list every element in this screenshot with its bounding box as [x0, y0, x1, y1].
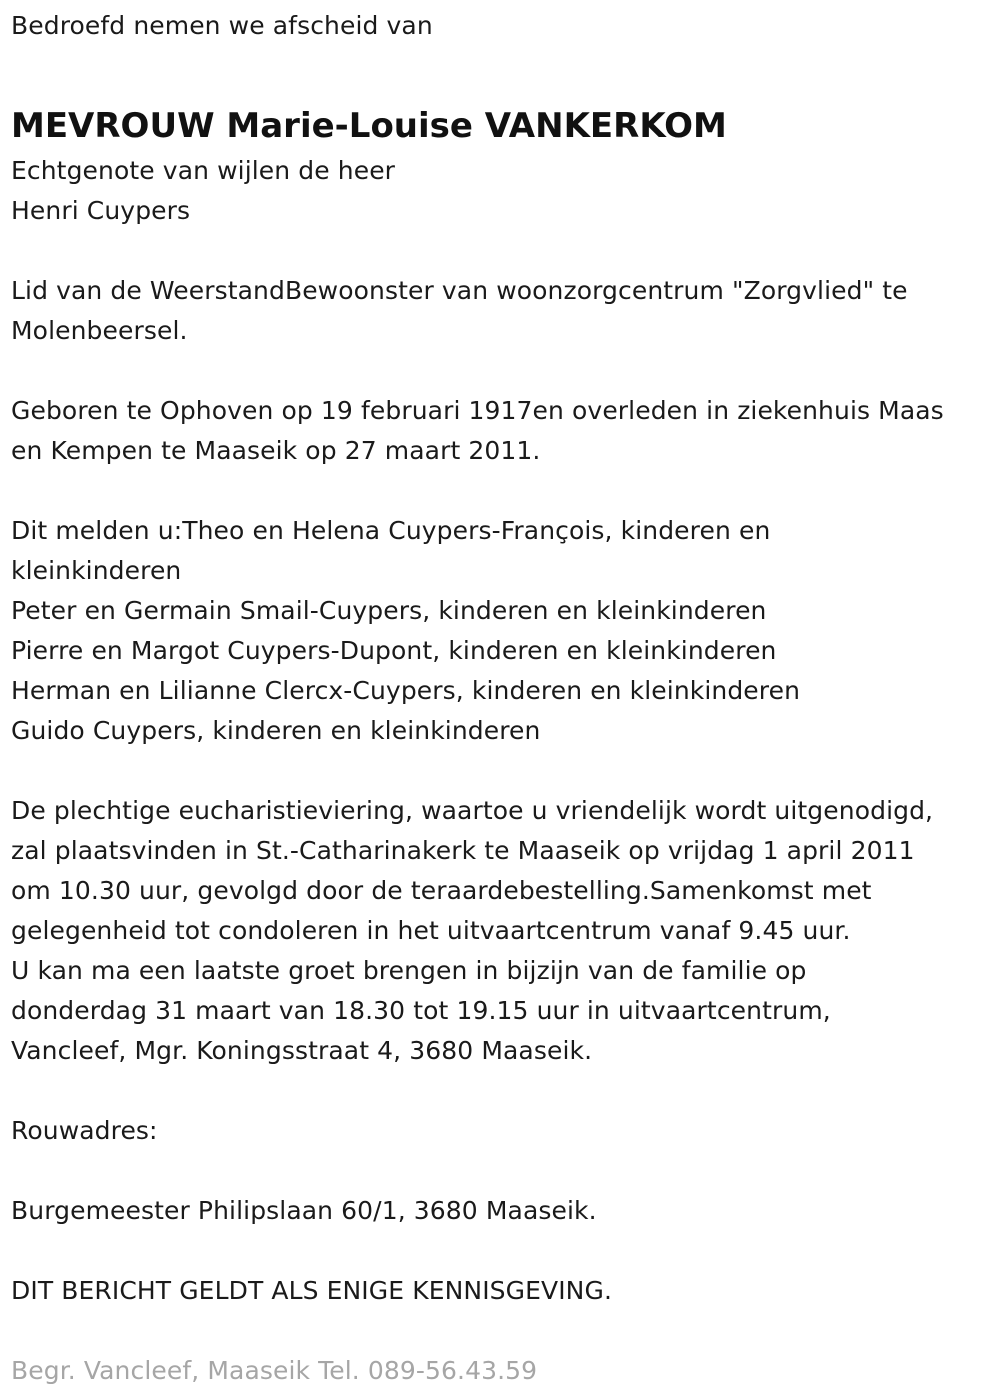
mourning-address-label: Rouwadres: — [11, 1116, 158, 1145]
funeral-home-footer: Begr. Vancleef, Maaseik Tel. 089-56.43.59 — [11, 1356, 538, 1385]
family-line: Dit melden u:Theo en Helena Cuypers-François, kinderen en — [11, 516, 771, 545]
spacer — [11, 1151, 991, 1191]
ceremony-line: Vancleef, Mgr. Koningsstraat 4, 3680 Maaseik. — [11, 1036, 593, 1065]
intro-text: Bedroefd nemen we afscheid van — [11, 11, 433, 40]
spacer — [11, 471, 991, 511]
membership-line: Lid van de WeerstandBewoonster van woonzorgcentrum "Zorgvlied" te — [11, 276, 908, 305]
ceremony-line: De plechtige eucharistieviering, waartoe u vriendelijk wordt uitgenodigd, — [11, 796, 934, 825]
ceremony-line: U kan ma een laatste groet brengen in bijzijn van de familie op — [11, 956, 807, 985]
family-block — [11, 511, 991, 751]
family-line: Herman en Lilianne Clercx-Cuypers, kinderen en kleinkinderen — [11, 676, 801, 705]
family-line: kleinkinderen — [11, 556, 182, 585]
family-line: Peter en Germain Smail-Cuypers, kinderen en kleinkinderen — [11, 596, 767, 625]
birth-death-line: en Kempen te Maaseik op 27 maart 2011. — [11, 436, 541, 465]
birth-death-line: Geboren te Ophoven op 19 februari 1917en overleden in ziekenhuis Maas — [11, 396, 944, 425]
notice-text: DIT BERICHT GELDT ALS ENIGE KENNISGEVING. — [11, 1276, 612, 1305]
spacer — [11, 1231, 991, 1271]
obituary-notice — [11, 6, 991, 1391]
deceased-name: MEVROUW Marie-Louise VANKERKOM — [11, 106, 727, 146]
mourning-address: Burgemeester Philipslaan 60/1, 3680 Maaseik. — [11, 1196, 597, 1225]
ceremony-line: zal plaatsvinden in St.-Catharinakerk te Maaseik op vrijdag 1 april 2011 — [11, 836, 915, 865]
ceremony-line: donderdag 31 maart van 18.30 tot 19.15 uur in uitvaartcentrum, — [11, 996, 831, 1025]
spacer — [11, 1071, 991, 1111]
spacer — [11, 231, 991, 271]
spouse-name: Henri Cuypers — [11, 196, 191, 225]
spacer — [11, 351, 991, 391]
membership-line: Molenbeersel. — [11, 316, 188, 345]
family-line: Pierre en Margot Cuypers-Dupont, kinderen en kleinkinderen — [11, 636, 777, 665]
spouse-block — [11, 151, 991, 231]
spouse-line: Echtgenote van wijlen de heer — [11, 156, 396, 185]
spacer — [11, 1311, 991, 1351]
family-line: Guido Cuypers, kinderen en kleinkinderen — [11, 716, 541, 745]
membership-block — [11, 271, 991, 351]
ceremony-block — [11, 791, 991, 1071]
birth-death-block — [11, 391, 991, 471]
spacer — [11, 751, 991, 791]
ceremony-line: om 10.30 uur, gevolgd door de teraardebestelling.Samenkomst met — [11, 876, 872, 905]
ceremony-line: gelegenheid tot condoleren in het uitvaartcentrum vanaf 9.45 uur. — [11, 916, 851, 945]
